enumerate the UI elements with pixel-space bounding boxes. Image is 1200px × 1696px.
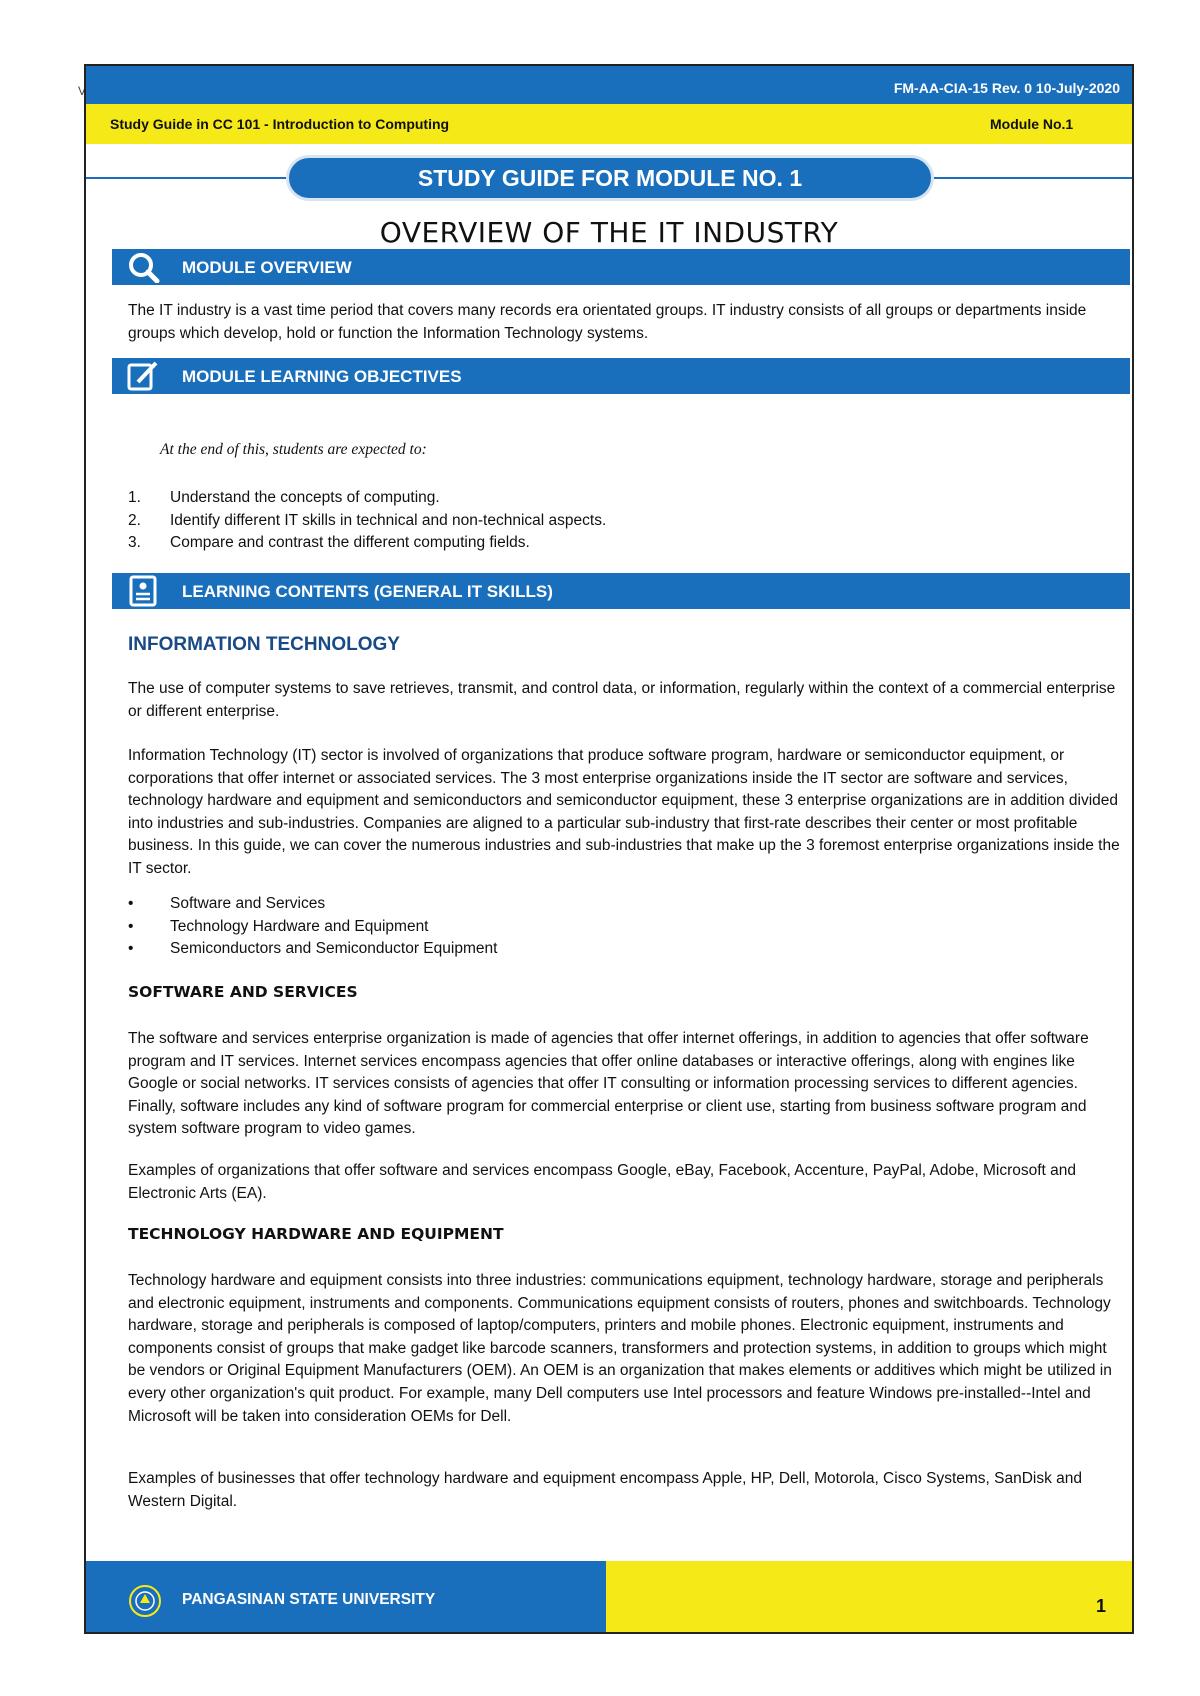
paragraph: Information Technology (IT) sector is involved of organizations that produce software program, hardware or semiconductor equipment, or corporations that offer internet or associated services. The 3 most enterprise organizations inside the IT sector are software and services, technology hardware and equipment and semiconductors and semiconductor equipment, these 3 enterprise organizations are in addition divided into industries and sub-industries. Companies are aligned to a particular sub-industry that first-rate describes their center or most profitable business. In this guide, we can cover the numerous industries and sub-industries that make up the 3 foremost enterprise organizations inside the IT sector.: [128, 747, 1120, 877]
section-learning-contents: [112, 573, 1130, 609]
list-item: 1. Understand the concepts of computing.: [128, 489, 440, 506]
list-item: • Software and Services: [128, 895, 326, 912]
magnifier-icon: [126, 251, 160, 283]
page-number: 1: [1096, 1596, 1107, 1616]
section-learning-objectives: [112, 358, 1130, 394]
section-label: MODULE LEARNING OBJECTIVES: [182, 367, 462, 386]
module-number: Module No.1: [990, 116, 1074, 132]
study-guide-banner: STUDY GUIDE FOR MODULE NO. 1: [286, 155, 934, 201]
paragraph: Examples of businesses that offer technology hardware and equipment encompass Apple, HP, Dell, Motorola, Cisco Systems, SanDisk and Western Digital.: [128, 1470, 1083, 1510]
section-label: MODULE OVERVIEW: [182, 258, 352, 277]
course-bar: [86, 104, 1132, 144]
section-module-overview: [112, 249, 1130, 285]
paragraph: The use of computer systems to save retrieves, transmit, and control data, or information, regularly within the context of a commercial enterprise or different enterprise.: [128, 680, 1116, 720]
heading-software-services: SOFTWARE AND SERVICES: [128, 983, 358, 1001]
list-item: • Semiconductors and Semiconductor Equipment: [128, 940, 498, 958]
document-icon: [126, 575, 160, 607]
university-seal-icon: [128, 1584, 162, 1618]
footer-page-band: [606, 1561, 1132, 1632]
section-label: LEARNING CONTENTS (GENERAL IT SKILLS): [182, 582, 553, 601]
overview-text: The IT industry is a vast time period that covers many records era orientated groups. IT industry consists of all groups or departments inside groups which develop, hold or function the Information Technology systems.: [128, 302, 1087, 342]
objectives-list: [128, 487, 606, 555]
form-code-bar: [86, 66, 1132, 104]
objectives-intro: At the end of this, students are expected to:: [160, 441, 427, 458]
list-item: 2. Identify different IT skills in technical and non-technical aspects.: [128, 511, 607, 529]
sector-bullet-list: [128, 893, 497, 961]
list-item: • Technology Hardware and Equipment: [128, 917, 429, 935]
paragraph: Examples of organizations that offer software and services encompass Google, eBay, Facebook, Accenture, PayPal, Adobe, Microsoft and Electronic Arts (EA).: [128, 1162, 1077, 1202]
university-name: PANGASINAN STATE UNIVERSITY: [182, 1591, 436, 1608]
form-code: FM-AA-CIA-15 Rev. 0 10-July-2020: [893, 80, 1120, 96]
course-title: Study Guide in CC 101 - Introduction to Computing: [110, 116, 450, 132]
heading-technology-hardware: TECHNOLOGY HARDWARE AND EQUIPMENT: [128, 1225, 504, 1243]
list-item: 3. Compare and contrast the different computing fields.: [128, 534, 530, 552]
edit-icon: [126, 360, 160, 392]
page-title: OVERVIEW OF THE IT INDUSTRY: [379, 216, 839, 249]
paragraph: The software and services enterprise organization is made of agencies that offer internet offerings, in addition to agencies that offer software program and IT services. Internet services encompass agencies that offer online databases or interactive offerings, along with engines like Google or social networks. IT services consists of agencies that offer IT consulting or information processing services to different agencies. Finally, software includes any kind of software program for commercial enterprise or client use, starting from business software program and system software program to video games.: [128, 1030, 1089, 1138]
margin-mark: V: [78, 84, 87, 98]
heading-information-technology: INFORMATION TECHNOLOGY: [128, 634, 400, 655]
paragraph: Technology hardware and equipment consists into three industries: communications equipment, technology hardware, storage and peripherals and electronic equipment, instruments and components. Communications equipment consists of routers, phones and switchboards. Technology hardware, storage and peripherals is composed of laptop/computers, printers and mobile phones. Electronic equipment, instruments and components consist of groups that make gadget like barcode scanners, transformers and protection systems, in addition to groups which might be vendors or Original Equipment Manufacturers (OEM). An OEM is an organization that makes elements or additives which might be utilized in every other organization's quit product. For example, many Dell computers use Intel processors and feature Windows pre-installed--Intel and Microsoft will be taken into consideration OEMs for Dell.: [128, 1272, 1112, 1425]
